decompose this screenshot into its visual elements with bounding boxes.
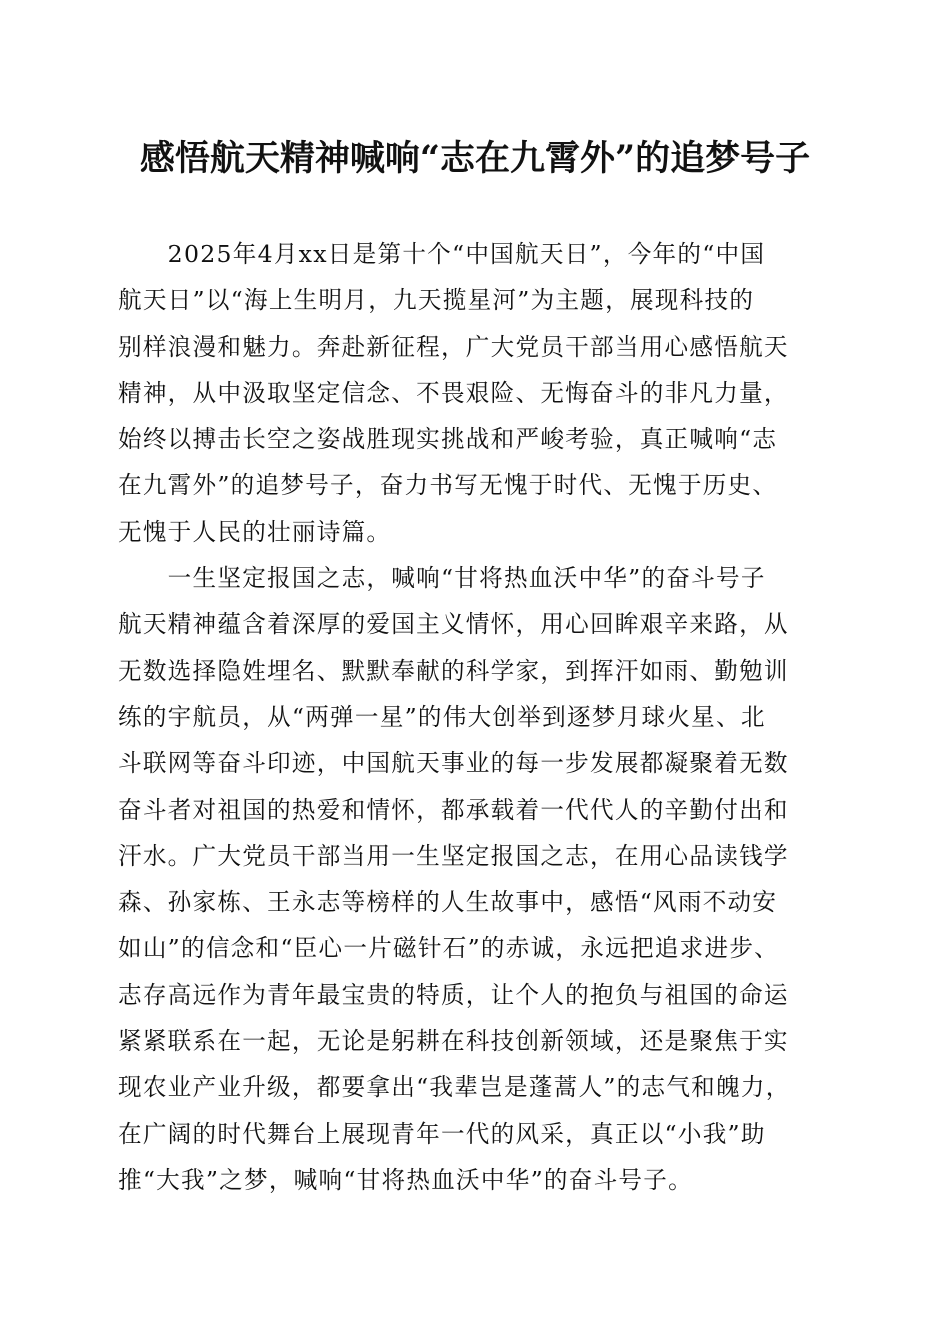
text-line: 斗联网等奋斗印迹，中国航天事业的每一步发展都凝聚着无数 xyxy=(118,749,789,778)
text-line: 练的宇航员，从“两弹一星”的伟大创举到逐梦月球火星、北 xyxy=(118,702,766,731)
text-line: 现农业产业升级，都要拿出“我辈岂是蓬蒿人”的志气和魄力， xyxy=(118,1073,791,1102)
text-line: 志存高远作为青年最宝贵的特质，让个人的抱负与祖国的命运 xyxy=(118,980,789,1009)
text-line: 无数选择隐姓埋名、默默奉献的科学家，到挥汗如雨、勤勉训 xyxy=(118,656,789,685)
text-line: 航天精神蕴含着深厚的爱国主义情怀，用心回眸艰辛来路，从 xyxy=(118,610,789,639)
text-line: 无愧于人民的壮丽诗篇。 xyxy=(118,517,392,546)
text-line: 紧紧联系在一起，无论是躬耕在科技创新领域，还是聚焦于实 xyxy=(118,1027,789,1056)
text-line: 始终以搏击长空之姿战胜现实挑战和严峻考验，真正喊响“志 xyxy=(118,425,778,454)
text-line: 别样浪漫和魅力。奔赴新征程，广大党员干部当用心感悟航天 xyxy=(118,332,789,361)
text-line: 精神，从中汲取坚定信念、不畏艰险、无悔奋斗的非凡力量， xyxy=(118,378,789,407)
text-line: 一生坚定报国之志，喊响“甘将热血沃中华”的奋斗号子 xyxy=(118,564,766,593)
page-title: 感悟航天精神喊响“志在九霄外”的追梦号子 xyxy=(139,138,811,179)
paragraph-section-one xyxy=(118,555,838,1203)
text-line: 森、孙家栋、王永志等榜样的人生故事中，感悟“风雨不动安 xyxy=(118,888,778,917)
text-line: 如山”的信念和“臣心一片磁针石”的赤诚，永远把追求进步、 xyxy=(118,934,780,963)
text-line: 在广阔的时代舞台上展现青年一代的风采，真正以“小我”助 xyxy=(118,1119,766,1148)
text-line: 推“大我”之梦，喊响“甘将热血沃中华”的奋斗号子。 xyxy=(118,1165,693,1194)
document-body xyxy=(118,231,838,1203)
text-line: 奋斗者对祖国的热爱和情怀，都承载着一代代人的辛勤付出和 xyxy=(118,795,789,824)
text-line: 在九霄外”的追梦号子，奋力书写无愧于时代、无愧于历史、 xyxy=(118,471,778,500)
text-line: 航天日”以“海上生明月，九天揽星河”为主题，展现科技的 xyxy=(118,286,755,315)
text-line: 汗水。广大党员干部当用一生坚定报国之志，在用心品读钱学 xyxy=(118,841,789,870)
paragraph-intro xyxy=(118,231,838,555)
text-line: 2025年4月xx日是第十个“中国航天日”，今年的“中国 xyxy=(118,240,766,268)
